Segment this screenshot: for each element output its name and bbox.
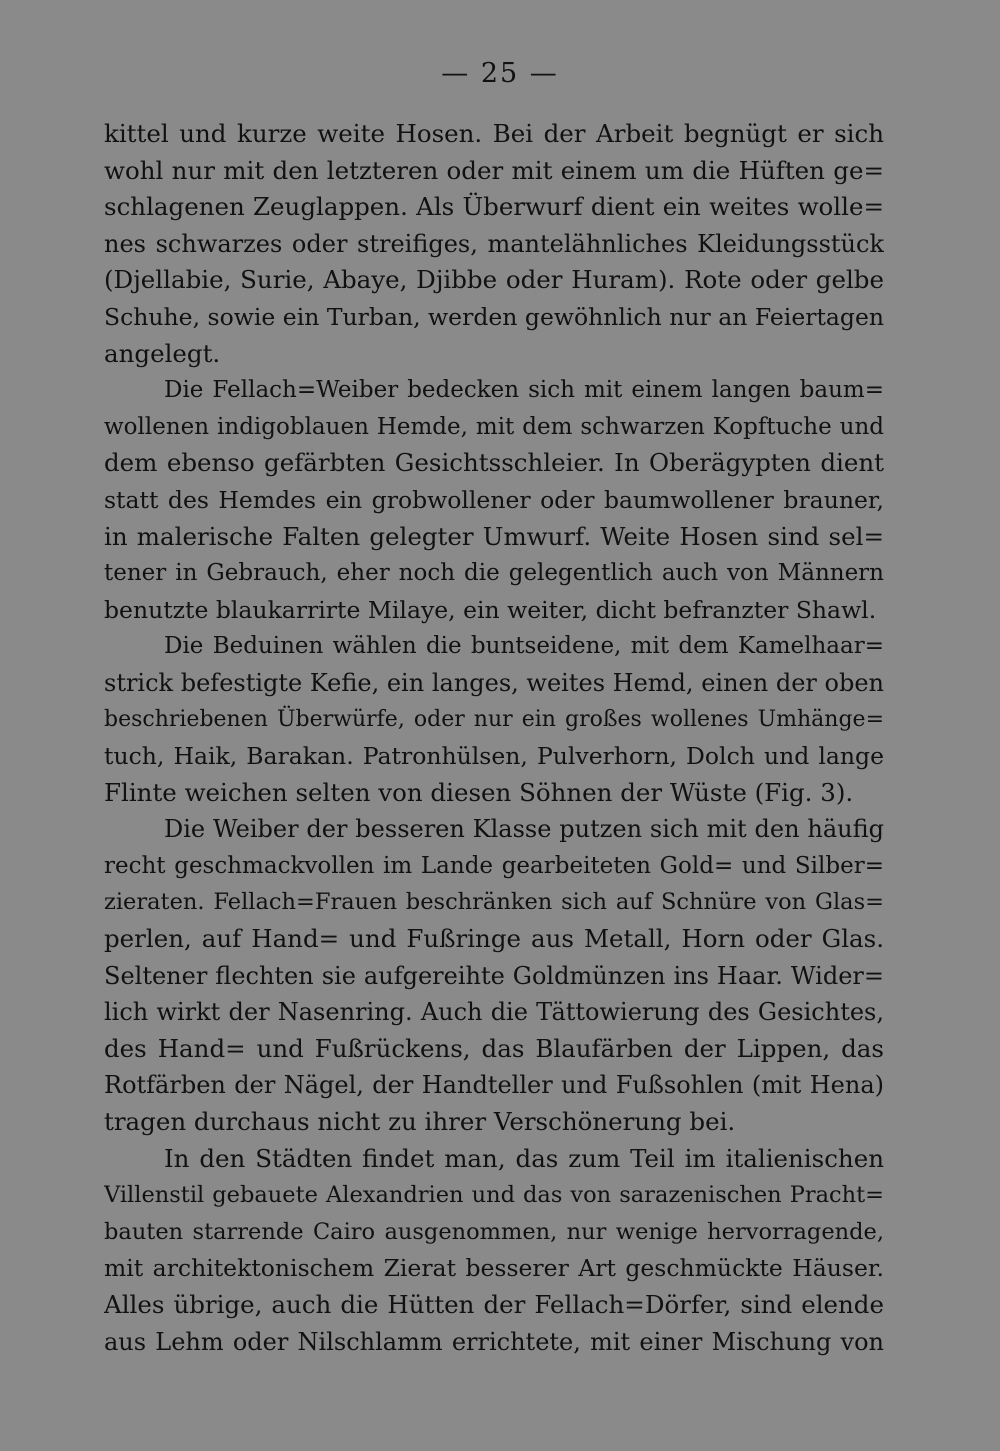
- text-line: dem ebenso gefärbten Gesichtsschleier. In Oberägypten dient: [104, 448, 884, 478]
- text-line: Die Fellach=Weiber bedecken sich mit einem langen baum=: [164, 377, 884, 404]
- text-line: perlen, auf Hand= und Fußringe aus Metall, Horn oder Glas.: [104, 924, 884, 954]
- text-line: benutzte blaukarrirte Milaye, ein weiter, dicht befranzter Shawl.: [104, 595, 877, 624]
- text-line: wohl nur mit den letzteren oder mit einem um die Hüften ge=: [104, 155, 884, 185]
- text-line: In den Städten findet man, das zum Teil im italienischen: [164, 1143, 884, 1173]
- text-line: Die Beduinen wählen die buntseidene, mit dem Kamelhaar=: [164, 633, 884, 660]
- text-line: lich wirkt der Nasenring. Auch die Tättowierung des Gesichtes,: [104, 998, 884, 1027]
- text-line: recht geschmackvollen im Lande gearbeiteten Gold= und Silber=: [104, 852, 884, 879]
- text-line: zieraten. Fellach=Frauen beschränken sich auf Schnüre von Glas=: [104, 889, 884, 916]
- text-line: strick befestigte Kefie, ein langes, weites Hemd, einen der oben: [104, 668, 884, 697]
- text-line: statt des Hemdes ein grobwollener oder baumwollener brauner,: [104, 485, 884, 514]
- text-line: Schuhe, sowie ein Turban, werden gewöhnlich nur an Feiertagen: [104, 302, 884, 331]
- text-line: mit architektonischem Zierat besserer Art geschmückte Häuser.: [104, 1254, 884, 1283]
- text-line: Alles übrige, auch die Hütten der Fellach=Dörfer, sind elende: [104, 1290, 884, 1319]
- text-line: Rotfärben der Nägel, der Handteller und Fußsohlen (mit Hena): [104, 1071, 884, 1100]
- text-line: wollenen indigoblauen Hemde, mit dem schwarzen Kopftuche und: [104, 413, 884, 440]
- text-line: bauten starrende Cairo ausgenommen, nur wenige hervorragende,: [104, 1218, 884, 1245]
- text-line: beschriebenen Überwürfe, oder nur ein großes wollenes Umhänge=: [104, 706, 884, 732]
- text-line: tuch, Haik, Barakan. Patronhülsen, Pulverhorn, Dolch und lange: [104, 742, 884, 771]
- page-number: — 25 —: [441, 58, 559, 89]
- body-text: [104, 116, 884, 1360]
- text-line: tragen durchaus nicht zu ihrer Verschönerung bei.: [104, 1107, 736, 1137]
- text-line: Seltener flechten sie aufgereihte Goldmünzen ins Haar. Wider=: [104, 961, 884, 990]
- text-line: schlagenen Zeuglappen. Als Überwurf dient ein weites wolle=: [104, 192, 884, 222]
- text-line: Flinte weichen selten von diesen Söhnen der Wüste (Fig. 3).: [104, 777, 854, 807]
- text-line: tener in Gebrauch, eher noch die gelegentlich auch von Männern: [104, 560, 884, 587]
- text-line: nes schwarzes oder streifiges, mantelähnliches Kleidungsstück: [104, 229, 884, 258]
- text-line: kittel und kurze weite Hosen. Bei der Arbeit begnügt er sich: [104, 119, 884, 148]
- text-line: angelegt.: [104, 338, 221, 368]
- text-line: in malerische Falten gelegter Umwurf. Weite Hosen sind sel=: [104, 521, 884, 551]
- text-line: des Hand= und Fußrückens, das Blaufärben der Lippen, das: [104, 1033, 884, 1063]
- text-line: Die Weiber der besseren Klasse putzen sich mit den häufig: [164, 815, 884, 844]
- text-line: (Djellabie, Surie, Abaye, Djibbe oder Huram). Rote oder gelbe: [104, 265, 884, 295]
- text-line: aus Lehm oder Nilschlamm errichtete, mit einer Mischung von: [104, 1327, 884, 1356]
- text-line: Villenstil gebauete Alexandrien und das von sarazenischen Pracht=: [104, 1182, 884, 1209]
